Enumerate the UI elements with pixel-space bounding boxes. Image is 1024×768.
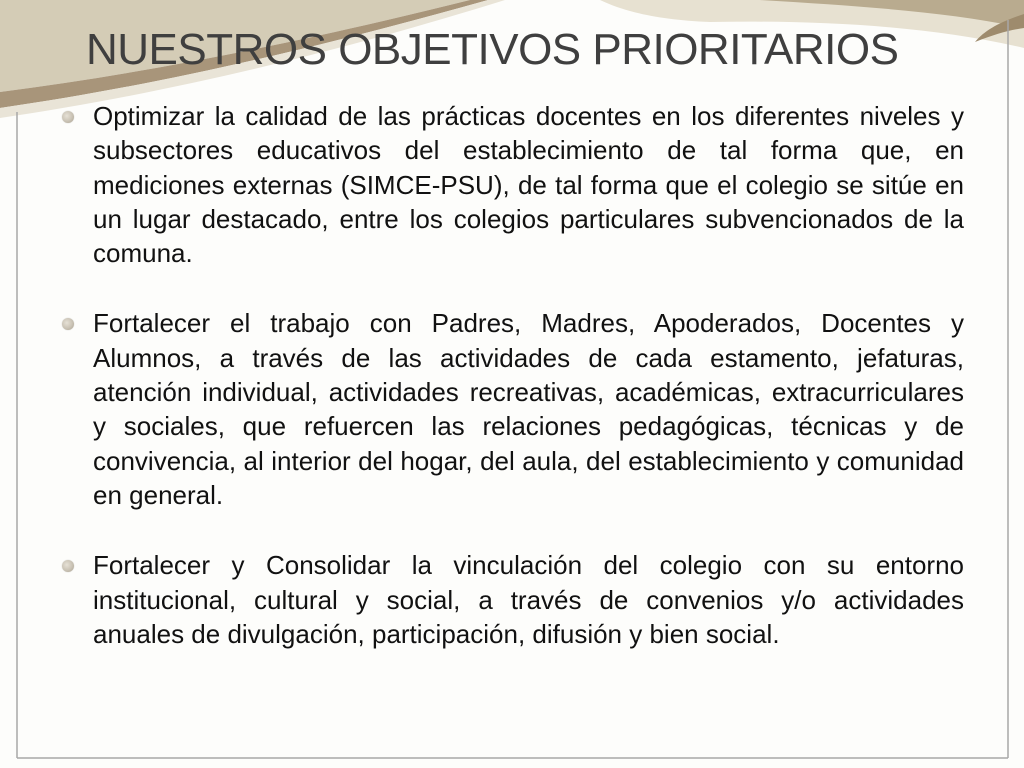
slide-title: NUESTROS OBJETIVOS PRIORITARIOS: [86, 25, 899, 74]
bullet-text-3: Fortalecer y Consolidar la vinculación del colegio con su entorno institucional, cultural y social, a través de convenios y/o actividades anuales de divulgación, participación, difusión y bien social.: [93, 550, 964, 649]
bullet-dot-icon: [62, 560, 74, 572]
bullet-dot-icon: [62, 318, 74, 330]
bullet-item-1: [62, 99, 964, 270]
bullet-text-2: Fortalecer el trabajo con Padres, Madres, Apoderados, Docentes y Alumnos, a través de las actividades de cada estamento, jefaturas, atención individual, actividades recreativas, académicas, extracurriculares y sociales, que refuercen las relaciones pedagógicas, técnicas y de convivencia, al interior del hogar, del aula, del establecimiento y comunidad en general.: [93, 308, 964, 510]
bullet-item-2: [62, 306, 964, 512]
bullet-text-1: Optimizar la calidad de las prácticas docentes en los diferentes niveles y subsectores educativos del establecimiento de tal forma que, en mediciones externas (SIMCE-PSU), de tal forma que el colegio se sitúe en un lugar destacado, entre los colegios particulares subvencionados de la comuna.: [93, 101, 964, 269]
bullet-list: [62, 99, 964, 687]
bullet-dot-icon: [62, 111, 74, 123]
bullet-item-3: [62, 548, 964, 651]
